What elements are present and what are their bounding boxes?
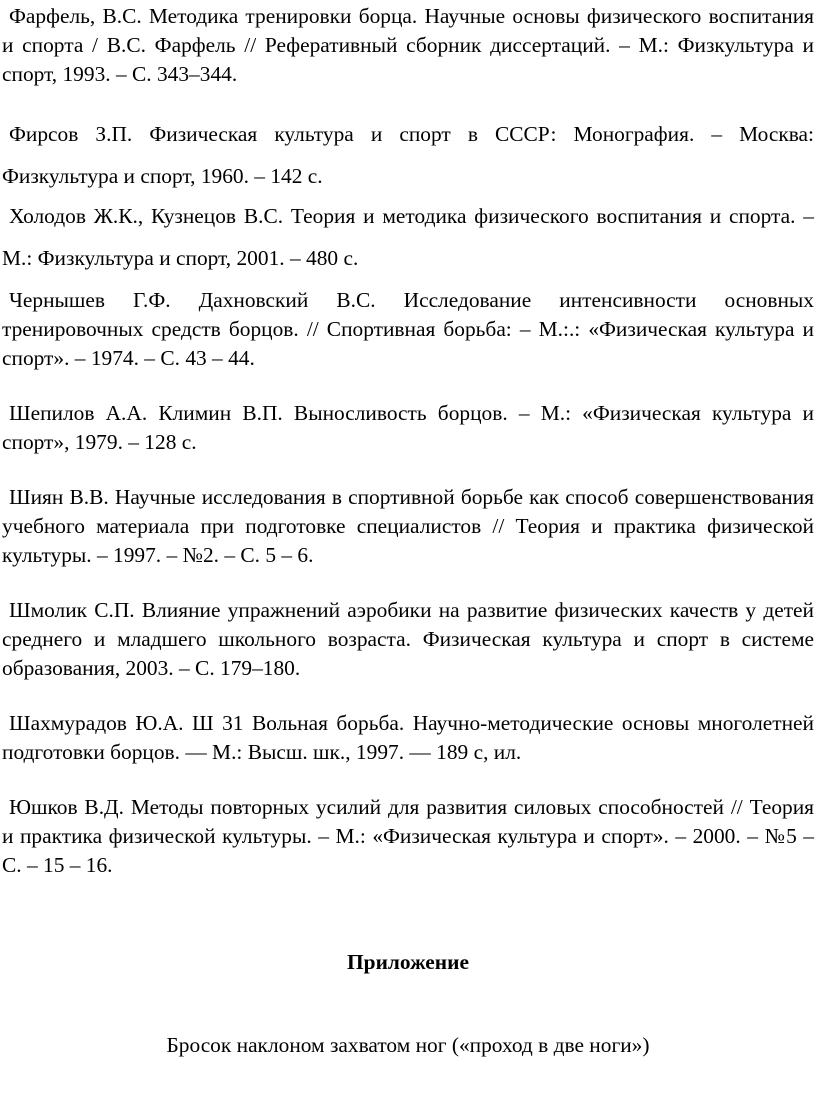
reference-item: Шиян В.В. Научные исследования в спортивной борьбе как способ совершенствования учебного материала при подготовке специалистов // Теория и практика физической культуры. – 1997. – №2. – С. 5 – 6.: [2, 485, 814, 567]
reference-item: Чернышев Г.Ф. Дахновский В.С. Исследование интенсивности основных тренировочных средств борцов. // Спортивная борьба: – М.:.: «Физическая культура и спорт». – 1974. – С. 43 – 44.: [2, 288, 814, 370]
reference-item: Шмолик С.П. Влияние упражнений аэробики на развитие физических качеств у детей среднего и младшего школьного возраста. Физическая культура и спорт в системе образования, 2003. – С. 179–180.: [2, 598, 814, 680]
reference-item: Холодов Ж.К., Кузнецов В.С. Теория и методика физического воспитания и спорта. – М.: Физкультура и спорт, 2001. – 480 с.: [2, 204, 814, 270]
reference-item: Юшков В.Д. Методы повторных усилий для развития силовых способностей // Теория и практика физической культуры. – М.: «Физическая культура и спорт». – 2000. – №5 – С. – 15 – 16.: [2, 795, 814, 877]
appendix-subtitle: Бросок наклоном захватом ног («проход в две ноги»): [166, 1033, 650, 1057]
reference-item: Шепилов А.А. Климин В.П. Выносливость борцов. – М.: «Физическая культура и спорт», 1979. – 128 с.: [2, 401, 814, 454]
reference-item: Фарфель, В.С. Методика тренировки борца. Научные основы физического воспитания и спорта / В.С. Фарфель // Реферативный сборник диссертаций. – М.: Физкультура и спорт, 1993. – С. 343–344.: [2, 4, 814, 86]
appendix-heading: Приложение: [347, 950, 469, 974]
reference-item: Фирсов З.П. Физическая культура и спорт в СССР: Монография. – Москва: Физкультура и спорт, 1960. – 142 с.: [2, 122, 814, 188]
reference-item: Шахмурадов Ю.А. Ш 31 Вольная борьба. Научно-методические основы многолетней подготовки борцов. — М.: Высш. шк., 1997. — 189 с, ил.: [2, 711, 814, 764]
